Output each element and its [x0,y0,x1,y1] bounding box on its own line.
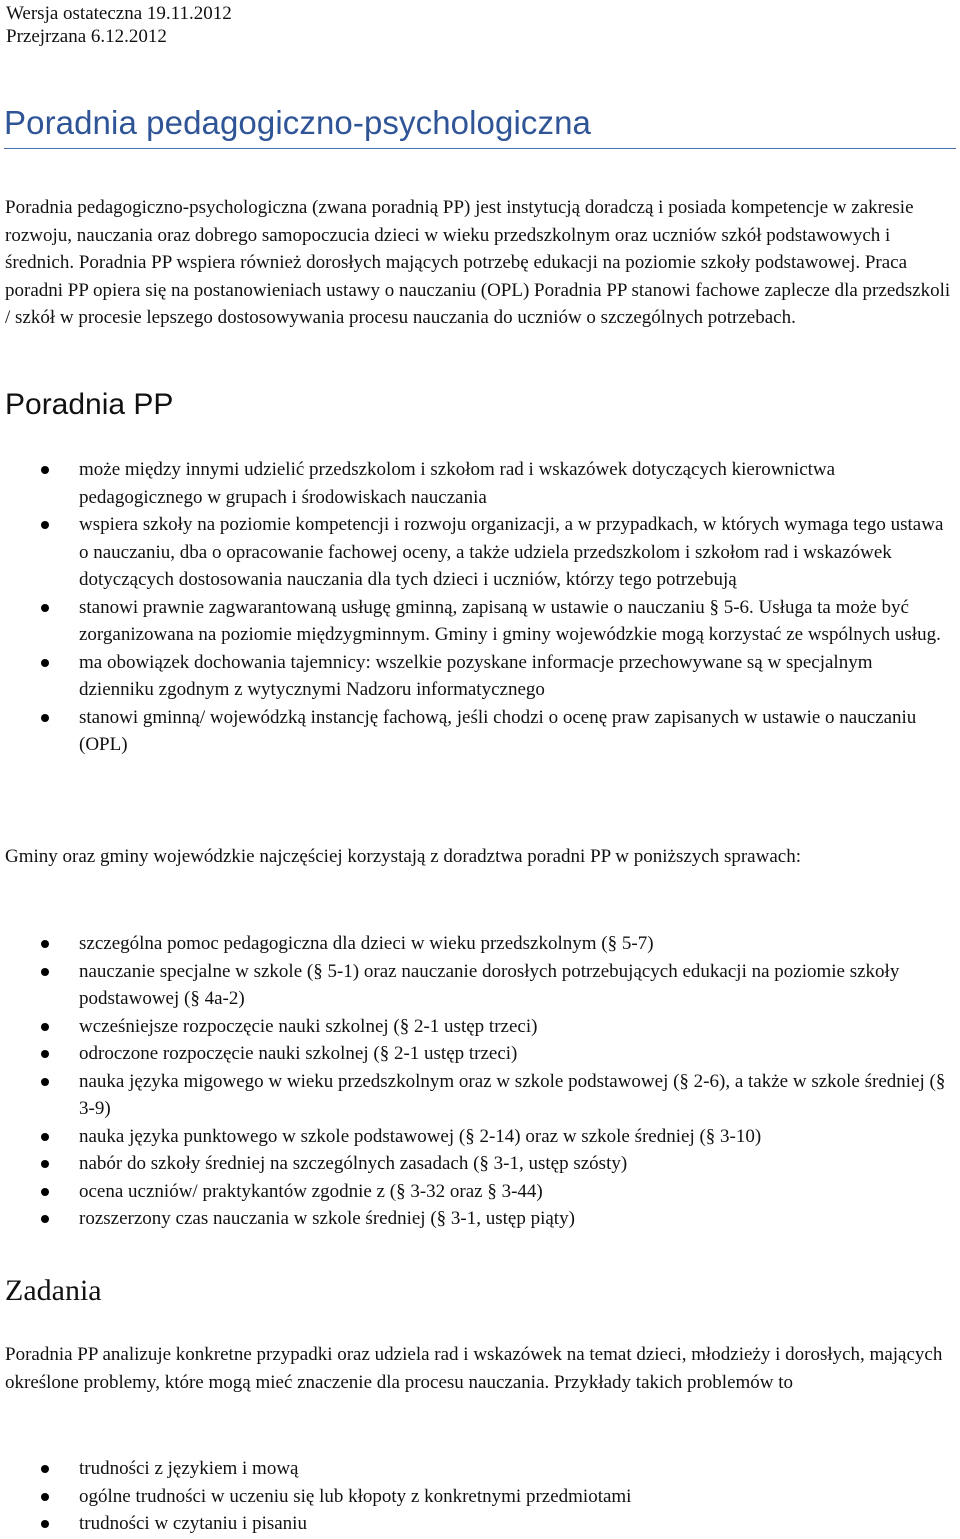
list-item: ogólne trudności w uczeniu się lub kłopoty z konkretnymi przedmiotami [0,1483,950,1511]
page-title: Poradnia pedagogiczno-psychologiczna [4,104,956,149]
zadania-paragraph: Poradnia PP analizuje konkretne przypadki oraz udziela rad i wskazówek na temat dzieci, młodzieży i dorosłych, mających określone problemy, które mogą mieć znaczenie dla procesu nauczania. Przykłady takich problemów to [5,1344,943,1393]
list-item: wcześniejsze rozpoczęcie nauki szkolnej (§ 2-1 ustęp trzeci) [0,1013,950,1041]
bullet-icon [41,1078,49,1086]
bullet-icon [41,1160,49,1168]
list-item: rozszerzony czas nauczania w szkole średniej (§ 3-1, ustęp piąty) [0,1205,950,1233]
bullet-icon [41,968,49,976]
bullet-icon [41,1215,49,1223]
bullet-icon [41,604,49,612]
problems-list [0,1455,950,1538]
list-item: nabór do szkoły średniej na szczególnych zasadach (§ 3-1, ustęp szósty) [0,1150,950,1178]
bullet-icon [41,1465,49,1473]
bullet-icon [41,1023,49,1031]
list-item: ma obowiązek dochowania tajemnicy: wszelkie pozyskane informacje przechowywane są w specjalnym dzienniku zgodnym z wytycznymi Nadzoru informatycznego [0,649,950,704]
list-item: nauka języka migowego w wieku przedszkolnym oraz w szkole podstawowej (§ 2-6), a także w szkole średniej (§ 3-9) [0,1068,950,1123]
list-item: szczególna pomoc pedagogiczna dla dzieci w wieku przedszkolnym (§ 5-7) [0,930,950,958]
list-item: trudności z językiem i mową [0,1455,950,1483]
list-item: może między innymi udzielić przedszkolom i szkołom rad i wskazówek dotyczących kierownictwa pedagogicznego w grupach i środowiskach nauczania [0,456,950,511]
intro-paragraph: Poradnia pedagogiczno-psychologiczna (zwana poradnią PP) jest instytucją doradczą i posiada kompetencje w zakresie rozwoju, nauczania oraz dobrego samopoczucia dzieci w wieku przedszkolnym oraz uczniów szkół podstawowych i średnich. Poradnia PP wspiera również dorosłych mających potrzebę edukacji na poziomie szkoły podstawowej. Praca poradni PP opiera się na postanowieniach ustawy o nauczaniu (OPL) Poradnia PP stanowi fachowe zaplecze dla przedszkoli / szkół w procesie lepszego dostosowywania procesu nauczania do uczniów o szczególnych potrzebach. [5,197,951,328]
list-item: odroczone rozpoczęcie nauki szkolnej (§ 2-1 ustęp trzeci) [0,1040,950,1068]
bullet-icon [41,659,49,667]
document-header [6,2,232,48]
bullet-icon [41,940,49,948]
version-line: Wersja ostateczna 19.11.2012 [6,3,232,24]
section-heading-poradnia-pp: Poradnia PP [5,388,174,421]
bullet-icon [41,521,49,529]
poradnia-pp-list [0,456,950,759]
bullet-icon [41,714,49,722]
list-item: trudności w czytaniu i pisaniu [0,1510,950,1538]
bullet-icon [41,1520,49,1528]
bullet-icon [41,1050,49,1058]
gminy-list [0,930,950,1233]
bullet-icon [41,1188,49,1196]
list-item: wspiera szkoły na poziomie kompetencji i rozwoju organizacji, a w przypadkach, w których wymaga tego ustawa o nauczaniu, dba o opracowanie fachowej oceny, a także udziela przedszkolom i szkołom rad i wskazówek dotyczących dostosowania nauczania dla tych dzieci i uczniów, którzy tego potrzebują [0,511,950,594]
reviewed-line: Przejrzana 6.12.2012 [6,26,167,47]
list-item: stanowi prawnie zagwarantowaną usługę gminną, zapisaną w ustawie o nauczaniu § 5-6. Usługa ta może być zorganizowana na poziomie międzygminnym. Gminy i gminy wojewódzkie mogą korzystać ze wspólnych usług. [0,594,950,649]
list-item: nauka języka punktowego w szkole podstawowej (§ 2-14) oraz w szkole średniej (§ 3-10) [0,1123,950,1151]
bullet-icon [41,1133,49,1141]
section-heading-zadania: Zadania [5,1274,102,1307]
gminy-paragraph: Gminy oraz gminy wojewódzkie najczęściej korzystają z doradztwa poradni PP w poniższych sprawach: [5,846,801,867]
bullet-icon [41,1493,49,1501]
list-item: stanowi gminną/ wojewódzką instancję fachową, jeśli chodzi o ocenę praw zapisanych w ustawie o nauczaniu (OPL) [0,704,950,759]
list-item: ocena uczniów/ praktykantów zgodnie z (§ 3-32 oraz § 3-44) [0,1178,950,1206]
bullet-icon [41,466,49,474]
list-item: nauczanie specjalne w szkole (§ 5-1) oraz nauczanie dorosłych potrzebujących edukacji na poziomie szkoły podstawowej (§ 4a-2) [0,958,950,1013]
